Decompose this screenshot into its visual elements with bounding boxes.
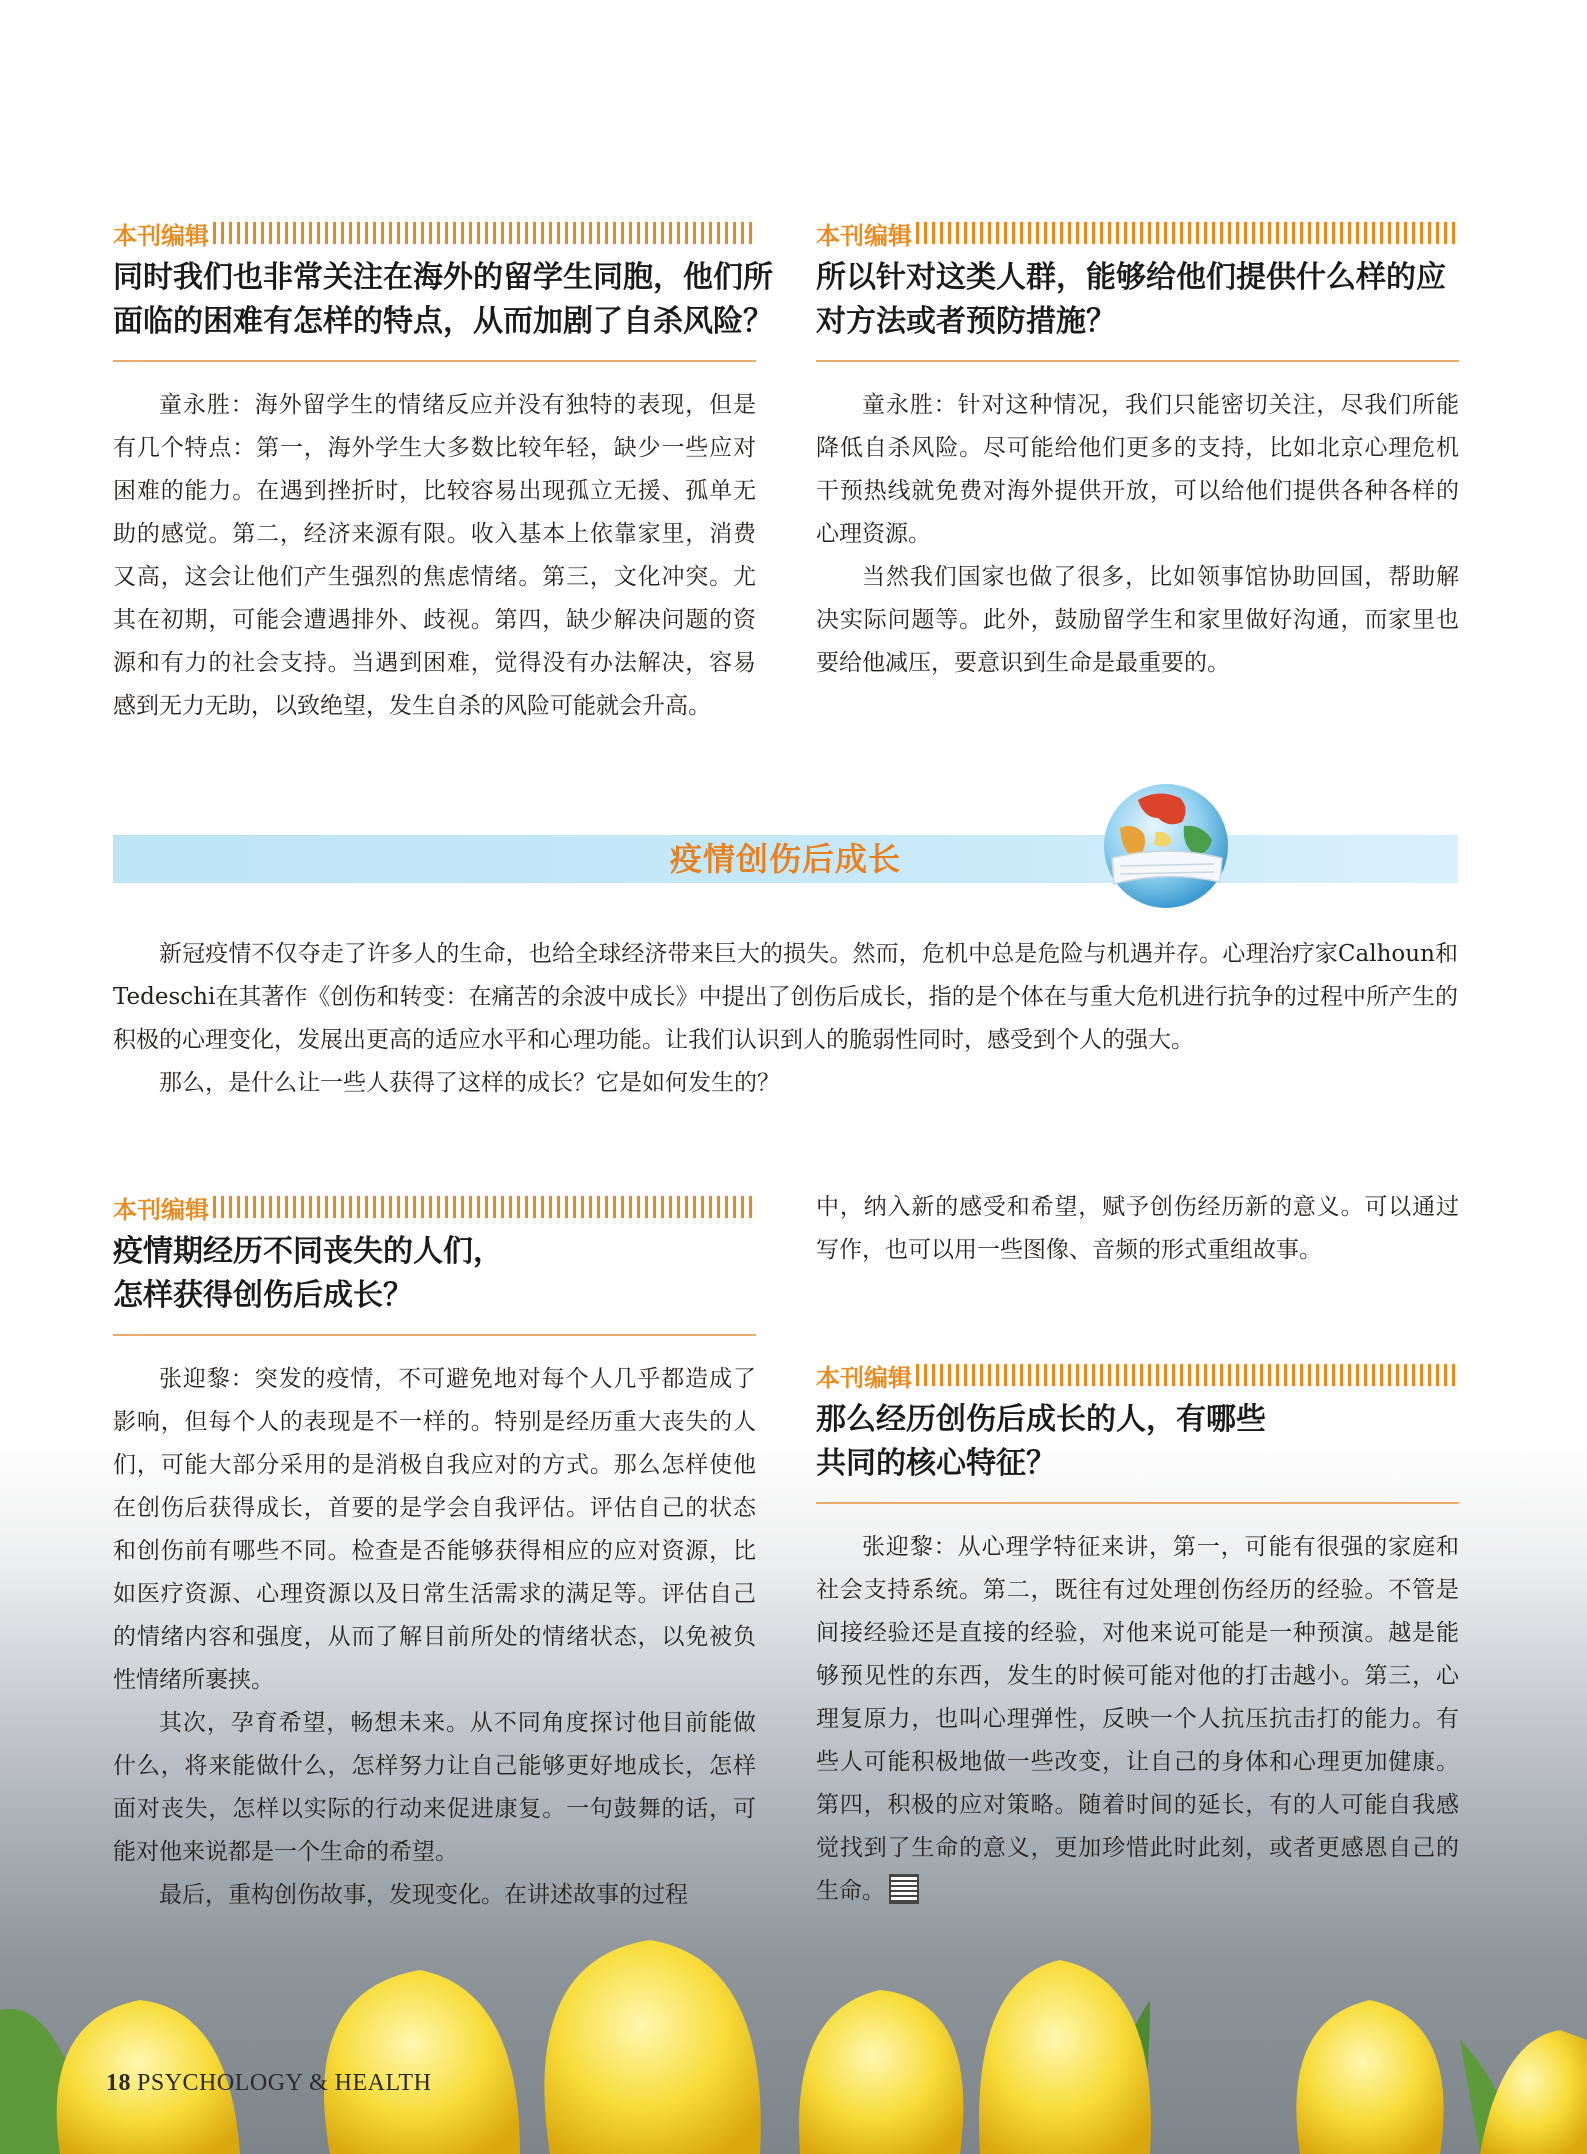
- answer-paragraph: 中，纳入新的感受和希望，赋予创伤经历新的意义。可以通过写作，也可以用一些图像、音频的形式重组故事。: [816, 1194, 1459, 1263]
- answer-paragraph: 当然我们国家也做了很多，比如领事馆协助回国，帮助解决实际问题等。此外，鼓励留学生和家里做好沟通，而家里也要给他减压，要意识到生命是最重要的。: [816, 564, 1459, 676]
- editor-label: 本刊编辑: [113, 1192, 756, 1222]
- yellow-tulips-decoration: [0, 1880, 1587, 2154]
- answer-continuation: [816, 1186, 1459, 1272]
- intro-paragraph: 新冠疫情不仅夺走了许多人的生命，也给全球经济带来巨大的损失。然而，危机中总是危险与机遇并存。心理治疗家Calhoun和Tedeschi在其著作《创伤和转变：在痛苦的余波中成长》中提出了创伤后成长，指的是个体在与重大危机进行抗争的过程中所产生的积极的心理变化，发展出更高的适应水平和心理功能。让我们认识到人的脆弱性同时，感受到个人的强大。: [113, 941, 1458, 1053]
- answer-paragraph: 童永胜：针对这种情况，我们只能密切关注，尽我们所能降低自杀风险。尽可能给他们更多的支持，比如北京心理危机干预热线就免费对海外提供开放，可以给他们提供各种各样的心理资源。: [816, 392, 1459, 547]
- editor-question: 所以针对这类人群，能够给他们提供什么样的应 对方法或者预防措施？: [816, 256, 1459, 362]
- editor-label: 本刊编辑: [816, 218, 1459, 248]
- intro-paragraph: 那么，是什么让一些人获得了这样的成长？它是如何发生的？: [159, 1070, 780, 1096]
- answer-paragraph: 童永胜：海外留学生的情绪反应并没有独特的表现，但是有几个特点：第一，海外学生大多数比较年轻，缺少一些应对困难的能力。在遇到挫折时，比较容易出现孤立无援、孤单无助的感觉。第二，经济来源有限。收入基本上依靠家里，消费又高，这会让他们产生强烈的焦虑情绪。第三，文化冲突。尤其在初期，可能会遭遇排外、歧视。第四，缺少解决问题的资源和有力的社会支持。当遇到困难，觉得没有办法解决，容易感到无力无助，以致绝望，发生自杀的风险可能就会升高。: [113, 392, 756, 719]
- section-title: 疫情创伤后成长: [669, 840, 901, 878]
- editor-question: 那么经历创伤后成长的人，有哪些 共同的核心特征？: [816, 1398, 1459, 1504]
- editor-label: 本刊编辑: [113, 218, 756, 248]
- label-stripes: [213, 222, 756, 244]
- answer-paragraph: 其次，孕育希望，畅想未来。从不同角度探讨他目前能做什么，将来能做什么，怎样努力让自己能够更好地成长，怎样面对丧失，怎样以实际的行动来促进康复。一句鼓舞的话，可能对他来说都是一个生命的希望。: [113, 1710, 756, 1865]
- section-intro: [113, 933, 1458, 1105]
- qa-block-core-features: [816, 1360, 1459, 1913]
- answer-paragraph: 最后，重构创伤故事，发现变化。在讲述故事的过程: [159, 1882, 688, 1908]
- qa-block-overseas-students: [113, 218, 773, 728]
- answer-paragraph: 张迎黎：突发的疫情，不可避免地对每个人几乎都造成了影响，但每个人的表现是不一样的。特别是经历重大丧失的人们，可能大部分采用的是消极自我应对的方式。那么怎样使他在创伤后获得成长，首要的是学会自我评估。评估自己的状态和创伤前有哪些不同。检查是否能够获得相应的应对资源，比如医疗资源、心理资源以及日常生活需求的满足等。评估自己的情绪内容和强度，从而了解目前所处的情绪状态，以免被负性情绪所裹挟。: [113, 1366, 756, 1693]
- qa-block-prevention: [816, 218, 1459, 685]
- qa-block-growth: [113, 1192, 756, 1917]
- section-heading-band: [113, 835, 1458, 883]
- page-footer: [106, 2070, 431, 2097]
- label-stripes: [916, 222, 1459, 244]
- page-number: 18: [106, 2070, 131, 2096]
- answer-paragraph: 张迎黎：从心理学特征来讲，第一，可能有很强的家庭和社会支持系统。第二，既往有过处理创伤经历的经验。不管是间接经验还是直接的经验，对他来说可能是一种预演。越是能够预见性的东西，发生的时候可能对他的打击越小。第三，心理复原力，也叫心理弹性，反映一个人抗压抗击打的能力。有些人可能积极地做一些改变，让自己的身体和心理更加健康。第四，积极的应对策略。随着时间的延长，有的人可能自我感觉找到了生命的意义，更加珍惜此时此刻，或者更感恩自己的生命。: [816, 1534, 1459, 1904]
- magazine-name: PSYCHOLOGY & HEALTH: [137, 2070, 432, 2096]
- label-stripes: [916, 1364, 1459, 1386]
- globe-mask-icon: [1098, 778, 1234, 914]
- label-stripes: [213, 1196, 756, 1218]
- editor-label: 本刊编辑: [816, 1360, 1459, 1390]
- editor-question: 同时我们也非常关注在海外的留学生同胞，他们所 面临的困难有怎样的特点，从而加剧了自杀风险？: [113, 256, 756, 362]
- editor-question: 疫情期经历不同丧失的人们， 怎样获得创伤后成长？: [113, 1230, 756, 1336]
